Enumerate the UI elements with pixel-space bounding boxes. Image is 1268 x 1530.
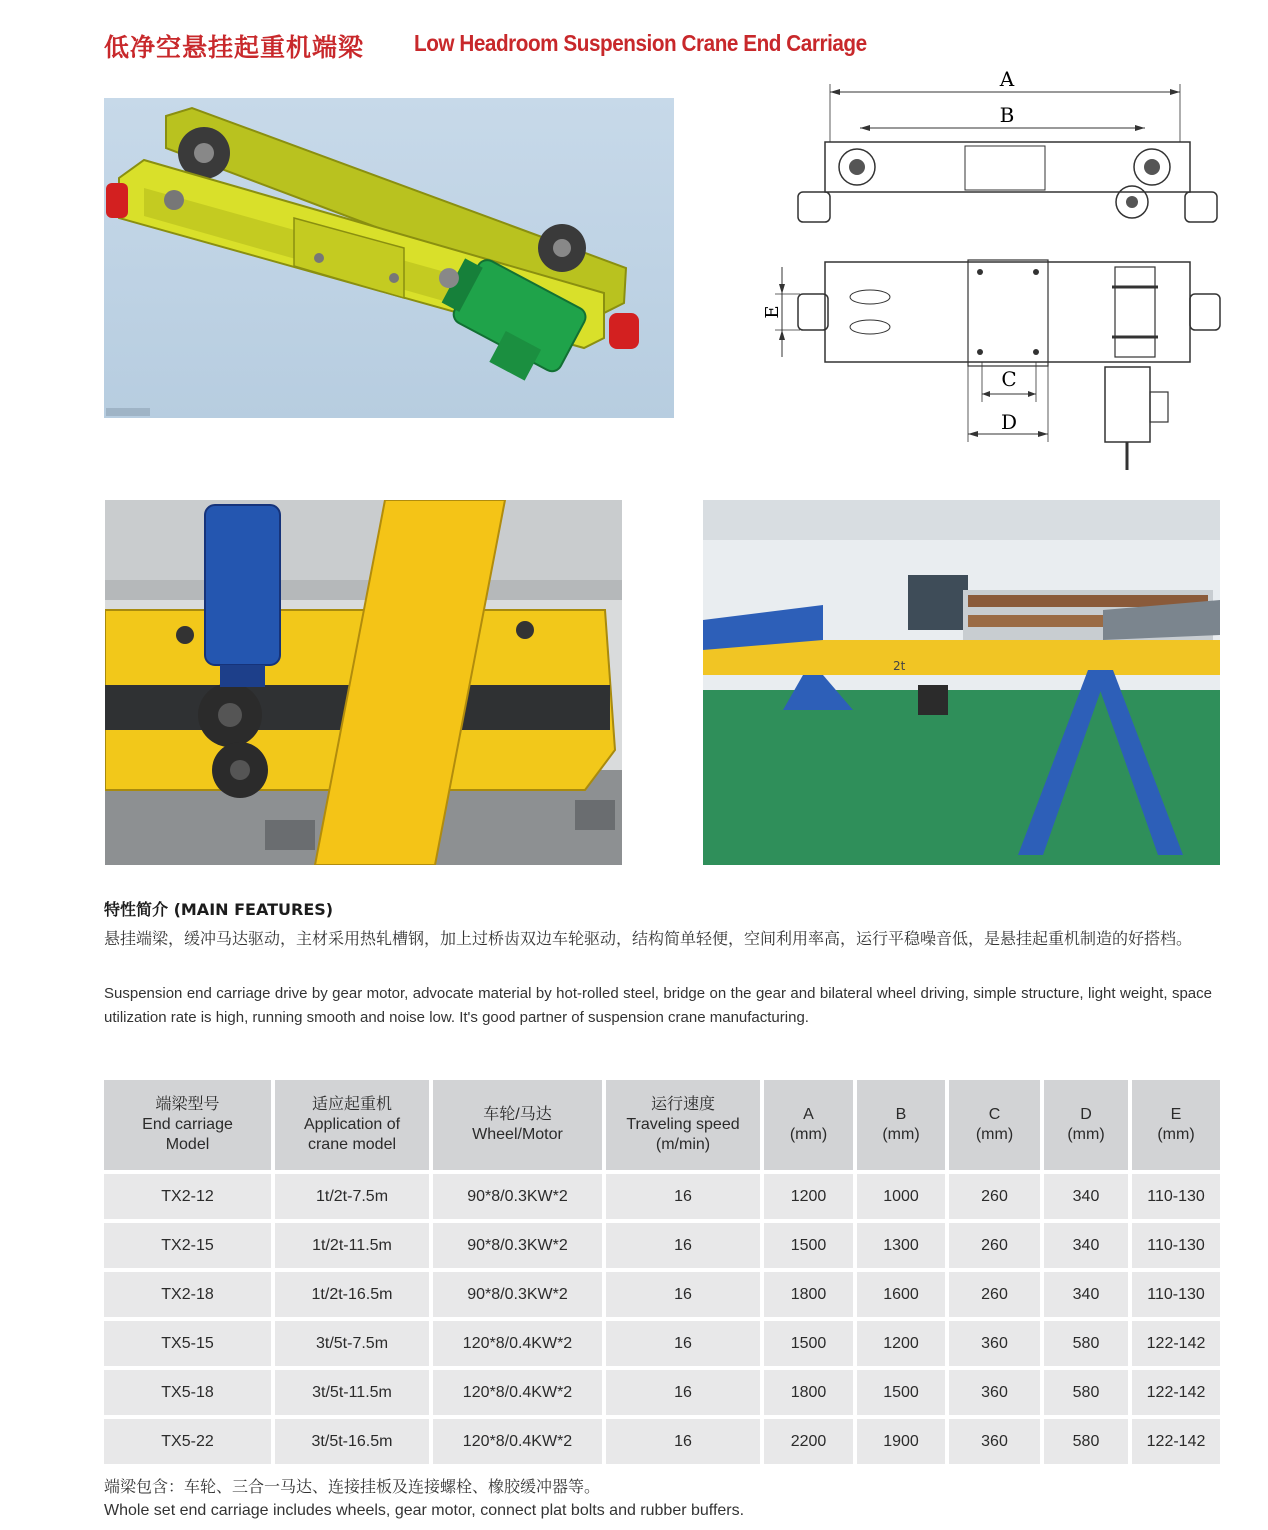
table-cell: TX2-18 <box>104 1268 275 1317</box>
table-header-text: C <box>988 1106 1001 1123</box>
table-cell: 1200 <box>764 1170 857 1219</box>
table-header-text: Traveling speed <box>626 1116 740 1133</box>
table-header-text: crane model <box>307 1136 397 1153</box>
table-cell: 2200 <box>764 1415 857 1464</box>
dimension-label-a: A <box>999 67 1015 91</box>
table-cell: 3t/5t-11.5m <box>275 1366 433 1415</box>
table-cell: 340 <box>1044 1170 1132 1219</box>
table-cell: 110-130 <box>1132 1219 1220 1268</box>
table-cell: 1000 <box>857 1170 949 1219</box>
table-cell: 90*8/0.3KW*2 <box>433 1170 606 1219</box>
page-title-cn: 低净空悬挂起重机端梁 <box>104 33 365 62</box>
table-header-cell <box>1132 1080 1220 1170</box>
table-header-text: (mm) <box>882 1126 920 1143</box>
table-cell: 340 <box>1044 1268 1132 1317</box>
table-header-text: (mm) <box>1067 1126 1105 1143</box>
table-cell: 16 <box>606 1219 764 1268</box>
table-cell: 1900 <box>857 1415 949 1464</box>
table-cell: 260 <box>949 1170 1044 1219</box>
page-title-en: Low Headroom Suspension Crane End Carriage <box>414 30 867 56</box>
table-row <box>104 1366 1220 1415</box>
table-cell: 1200 <box>857 1317 949 1366</box>
spec-table <box>104 1080 1220 1464</box>
table-cell: 1t/2t-7.5m <box>275 1170 433 1219</box>
table-header-cell <box>949 1080 1044 1170</box>
table-row <box>104 1268 1220 1317</box>
table-cell: 1500 <box>764 1219 857 1268</box>
table-cell: 1t/2t-16.5m <box>275 1268 433 1317</box>
table-cell: 122-142 <box>1132 1415 1220 1464</box>
table-cell: 1800 <box>764 1366 857 1415</box>
includes-note-cn: 端梁包含：车轮、三合一马达、连接挂板及连接螺栓、橡胶缓冲器等。 <box>104 1477 601 1496</box>
table-cell: 110-130 <box>1132 1268 1220 1317</box>
table-cell: 580 <box>1044 1317 1132 1366</box>
table-header-text: 运行速度 <box>650 1096 715 1113</box>
table-cell: 16 <box>606 1268 764 1317</box>
table-body <box>104 1170 1220 1464</box>
table-cell: 260 <box>949 1219 1044 1268</box>
table-cell: 1600 <box>857 1268 949 1317</box>
table-header-text: (m/min) <box>655 1136 711 1153</box>
table-cell: 1800 <box>764 1268 857 1317</box>
table-row <box>104 1170 1220 1219</box>
table-header-cell <box>433 1080 606 1170</box>
table-cell: 360 <box>949 1366 1044 1415</box>
table-cell: TX2-15 <box>104 1219 275 1268</box>
table-row <box>104 1415 1220 1464</box>
table-header-text: End carriage <box>142 1116 233 1133</box>
table-cell: 16 <box>606 1366 764 1415</box>
table-cell: 1500 <box>764 1317 857 1366</box>
dimension-label-c: C <box>1001 367 1017 391</box>
workshop-crane-photo <box>703 500 1220 865</box>
dimension-label-d: D <box>1000 410 1018 434</box>
table-header-cell <box>606 1080 764 1170</box>
beam-load-marking: 2t <box>893 659 906 673</box>
table-cell: 360 <box>949 1317 1044 1366</box>
table-cell: 90*8/0.3KW*2 <box>433 1219 606 1268</box>
table-header-text: (mm) <box>789 1126 828 1143</box>
table-cell: 360 <box>949 1415 1044 1464</box>
table-cell: 1500 <box>857 1366 949 1415</box>
table-cell: 3t/5t-16.5m <box>275 1415 433 1464</box>
table-cell: 3t/5t-7.5m <box>275 1317 433 1366</box>
end-carriage-render-image <box>104 98 674 418</box>
table-cell: 16 <box>606 1170 764 1219</box>
table-header-text: Application of <box>303 1116 401 1133</box>
table-cell: 120*8/0.4KW*2 <box>433 1415 606 1464</box>
table-cell: TX5-18 <box>104 1366 275 1415</box>
table-header-text: (mm) <box>1157 1126 1195 1143</box>
table-cell: TX5-22 <box>104 1415 275 1464</box>
table-header-cell <box>1044 1080 1132 1170</box>
table-cell: 122-142 <box>1132 1366 1220 1415</box>
features-description-cn: 悬挂端梁，缓冲马达驱动，主材采用热轧槽钢，加上过桥齿双边车轮驱动，结构简单轻便，空间利用率高，运行平稳噪音低，是悬挂起重机制造的好搭档。 <box>104 929 1193 948</box>
table-header-cell <box>275 1080 433 1170</box>
table-header-text: Wheel/Motor <box>472 1126 563 1143</box>
table-header-cell <box>764 1080 857 1170</box>
table-cell: 16 <box>606 1317 764 1366</box>
table-cell: 90*8/0.3KW*2 <box>433 1268 606 1317</box>
table-cell: 580 <box>1044 1415 1132 1464</box>
table-cell: 1300 <box>857 1219 949 1268</box>
features-heading: 特性简介 (MAIN FEATURES) <box>104 900 334 919</box>
table-cell: 122-142 <box>1132 1317 1220 1366</box>
table-cell: TX5-15 <box>104 1317 275 1366</box>
table-header-text: 端梁型号 <box>155 1096 220 1113</box>
table-header-text: (mm) <box>975 1126 1014 1143</box>
table-header-text: 适应起重机 <box>311 1096 392 1113</box>
table-row <box>104 1219 1220 1268</box>
table-cell: 1t/2t-11.5m <box>275 1219 433 1268</box>
table-cell: TX2-12 <box>104 1170 275 1219</box>
table-cell: 16 <box>606 1415 764 1464</box>
table-header-row <box>104 1080 1220 1170</box>
table-cell: 120*8/0.4KW*2 <box>433 1366 606 1415</box>
dimension-label-e: E <box>762 305 783 319</box>
table-cell: 260 <box>949 1268 1044 1317</box>
table-header-text: E <box>1170 1106 1182 1123</box>
table-header-text: Model <box>165 1136 210 1153</box>
dimension-label-b: B <box>999 103 1015 127</box>
table-header-text: A <box>803 1106 814 1123</box>
features-description-en: Suspension end carriage drive by gear motor, advocate material by hot-rolled steel, bridge on the gear and bilateral wheel driving, simple structure, light weight, space utilization rate is high, running smooth and noise low. It's good partner of suspension crane manufacturing. <box>104 985 1212 1026</box>
end-carriage-closeup-photo <box>105 500 622 865</box>
technical-drawing <box>760 62 1230 482</box>
table-row <box>104 1317 1220 1366</box>
includes-note-en: Whole set end carriage includes wheels, gear motor, connect plat bolts and rubber buffers. <box>104 1502 745 1519</box>
table-cell: 340 <box>1044 1219 1132 1268</box>
table-header-text: 车轮/马达 <box>483 1106 552 1123</box>
table-cell: 580 <box>1044 1366 1132 1415</box>
table-header-cell <box>857 1080 949 1170</box>
table-header-cell <box>104 1080 275 1170</box>
table-cell: 110-130 <box>1132 1170 1220 1219</box>
table-header-text: D <box>1080 1106 1092 1123</box>
table-cell: 120*8/0.4KW*2 <box>433 1317 606 1366</box>
table-header-text: B <box>895 1106 907 1123</box>
